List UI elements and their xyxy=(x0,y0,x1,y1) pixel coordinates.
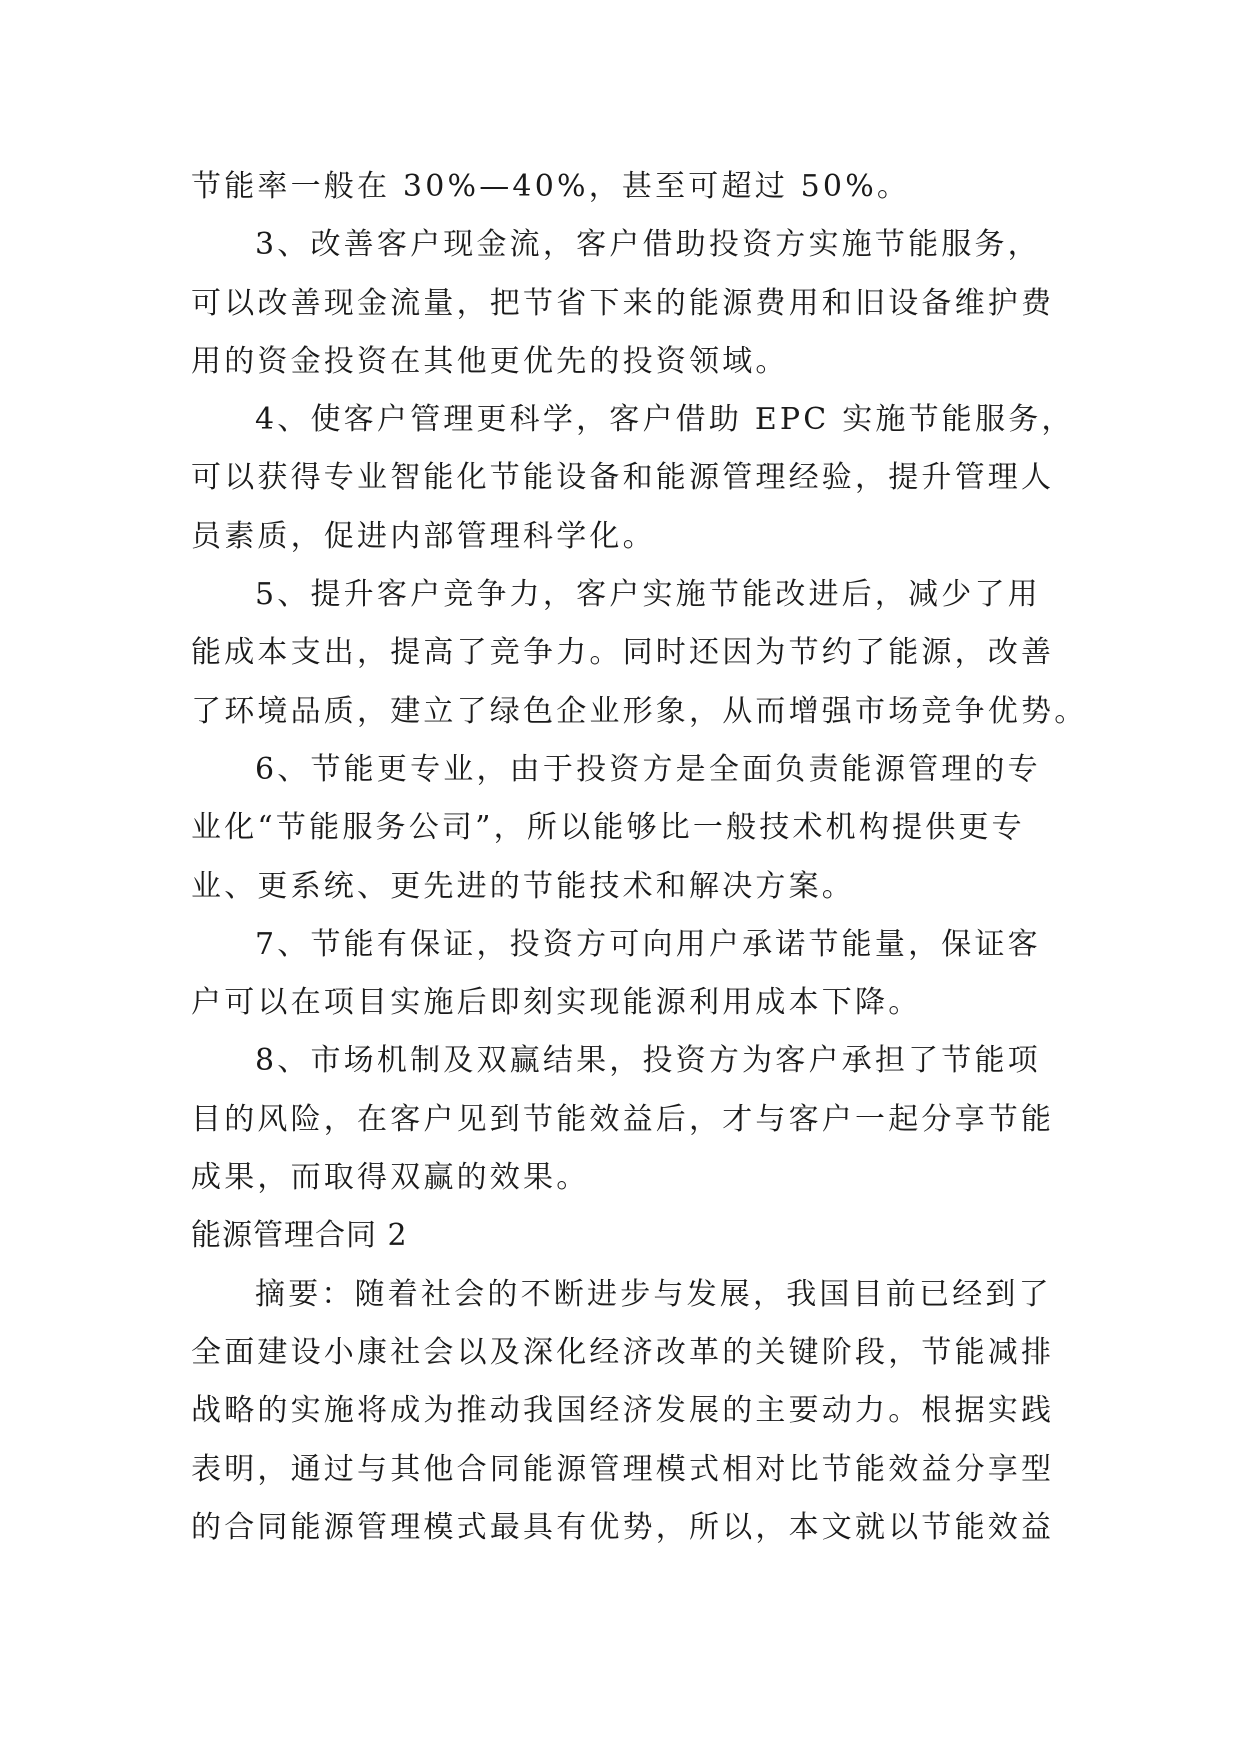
text-line: 了环境品质，建立了绿色企业形象，从而增强市场竞争优势。 xyxy=(191,693,1088,729)
paragraph-item-4 xyxy=(191,391,1075,566)
text-line: 目的风险，在客户见到节能效益后，才与客户一起分享节能 xyxy=(191,1101,1055,1137)
text-line: 摘要：随着社会的不断进步与发展，我国目前已经到了 xyxy=(255,1276,1052,1312)
paragraph-item-3 xyxy=(191,216,1055,391)
text-line: 业化“节能服务公司”，所以能够比一般技术机构提供更专 xyxy=(191,810,1025,846)
text-line: 3、改善客户现金流，客户借助投资方实施节能服务， xyxy=(255,227,1041,263)
document-body xyxy=(191,158,1088,1557)
text-line: 的合同能源管理模式最具有优势，所以，本文就以节能效益 xyxy=(191,1509,1055,1545)
text-line: 4、使客户管理更科学，客户借助 EPC 实施节能服务， xyxy=(255,402,1075,438)
section-heading-text: 能源管理合同 2 xyxy=(191,1218,408,1254)
text-line: 8、市场机制及双赢结果，投资方为客户承担了节能项 xyxy=(255,1043,1041,1079)
paragraph-continuation xyxy=(191,158,1051,216)
paragraph-item-5 xyxy=(191,566,1088,741)
text-line: 表明，通过与其他合同能源管理模式相对比节能效益分享型 xyxy=(191,1451,1055,1487)
text-line: 成果，而取得双赢的效果。 xyxy=(191,1160,590,1196)
text-line: 节能率一般在 30%—40%，甚至可超过 50%。 xyxy=(191,169,911,204)
paragraph-item-7 xyxy=(191,916,1051,1033)
text-line: 业、更系统、更先进的节能技术和解决方案。 xyxy=(191,868,855,904)
section-heading xyxy=(191,1207,1051,1265)
text-line: 可以获得专业智能化节能设备和能源管理经验，提升管理人 xyxy=(191,460,1055,496)
text-line: 战略的实施将成为推动我国经济发展的主要动力。根据实践 xyxy=(191,1393,1055,1429)
text-line: 用的资金投资在其他更优先的投资领域。 xyxy=(191,343,789,379)
text-line: 5、提升客户竞争力，客户实施节能改进后，减少了用 xyxy=(255,577,1041,613)
text-line: 全面建设小康社会以及深化经济改革的关键阶段，节能减排 xyxy=(191,1334,1055,1370)
paragraph-abstract xyxy=(191,1266,1055,1557)
text-line: 员素质，促进内部管理科学化。 xyxy=(191,518,656,554)
paragraph-item-8 xyxy=(191,1032,1055,1207)
text-line: 能成本支出，提高了竞争力。同时还因为节约了能源，改善 xyxy=(191,635,1055,671)
text-line: 7、节能有保证，投资方可向用户承诺节能量，保证客 xyxy=(255,926,1041,962)
text-line: 6、节能更专业，由于投资方是全面负责能源管理的专 xyxy=(255,751,1041,787)
paragraph-item-6 xyxy=(191,741,1051,916)
text-line: 可以改善现金流量，把节省下来的能源费用和旧设备维护费 xyxy=(191,285,1055,321)
text-line: 户可以在项目实施后即刻实现能源利用成本下降。 xyxy=(191,985,922,1021)
